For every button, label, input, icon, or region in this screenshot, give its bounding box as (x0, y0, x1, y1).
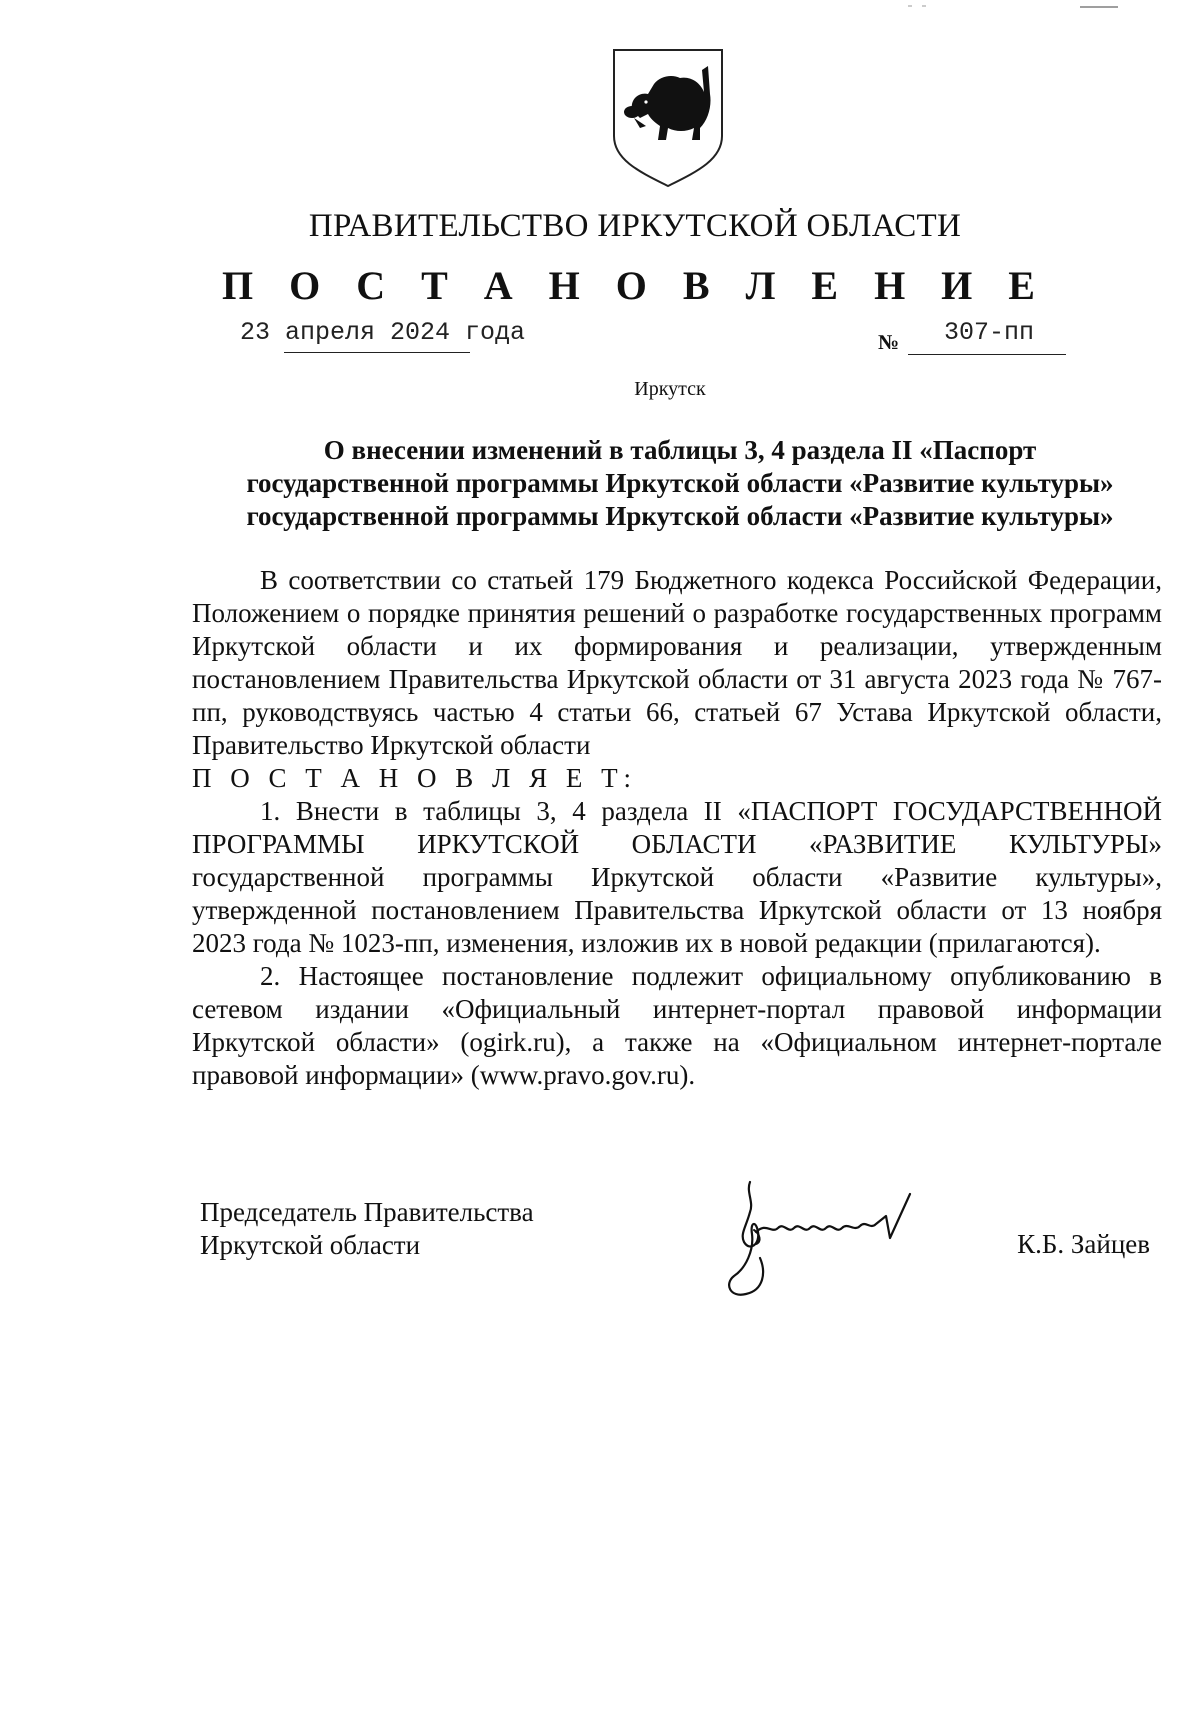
signer-title-line: Иркутской области (200, 1230, 421, 1260)
subject-line: государственной программы Иркутской области «Развитие культуры» (246, 468, 1114, 498)
document-body (192, 564, 1162, 1092)
signer-title (200, 1196, 534, 1262)
signer-title-line: Председатель Правительства (200, 1197, 534, 1227)
irkutsk-coat-of-arms-icon (612, 48, 724, 188)
document-number: 307-пп (944, 318, 1035, 347)
signature-block (200, 1196, 1170, 1336)
date-underline (284, 352, 470, 353)
scan-artifacts (0, 0, 1200, 12)
subject-line: государственной программы Иркутской области «Развитие культуры» (246, 501, 1114, 531)
preamble-paragraph: В соответствии со статьей 179 Бюджетного кодекса Российской Федерации, Положением о порядке принятия решений о разработке государственных программ Иркутской области и их формирования и реализации, утвержденным постановлением Правительства Иркутской области от 31 августа 2023 года № 767-пп, руководствуясь частью 4 статьи 66, статьей 67 Устава Иркутской области, Правительство Иркутской области (192, 565, 1162, 760)
item-2-paragraph: 2. Настоящее постановление подлежит официальному опубликованию в сетевом издании «Официальный интернет-портал правовой информации Иркутской области» (ogirk.ru), а также на «Официальном интернет-портале правовой информации» (www.pravo.gov.ru). (192, 961, 1162, 1090)
signer-name: К.Б. Зайцев (1017, 1229, 1150, 1259)
document-subject (190, 434, 1170, 533)
document-city: Иркутск (634, 378, 706, 400)
government-title: ПРАВИТЕЛЬСТВО ИРКУТСКОЙ ОБЛАСТИ (308, 208, 962, 244)
handwritten-signature (720, 1172, 960, 1302)
resolves-heading: П О С Т А Н О В Л Я Е Т: (192, 763, 638, 793)
number-sign: № (878, 330, 900, 354)
subject-line: О внесении изменений в таблицы 3, 4 раздела II «Паспорт (323, 435, 1037, 465)
document-date: 23 апреля 2024 года (240, 318, 526, 347)
item-1-paragraph: 1. Внести в таблицы 3, 4 раздела II «ПАСПОРТ ГОСУДАРСТВЕННОЙ ПРОГРАММЫ ИРКУТСКОЙ ОБЛАСТИ «РАЗВИТИЕ КУЛЬТУРЫ» государственной программы Иркутской области «Развитие культуры», утвержденной постановлением Правительства Иркутской области от 13 ноября 2023 года № 1023-пп, изменения, изложив их в новой редакции (прилагаются). (192, 796, 1162, 958)
number-underline (908, 354, 1066, 355)
document-type-heading: П О С Т А Н О В Л Е Н И Е (222, 263, 1048, 308)
